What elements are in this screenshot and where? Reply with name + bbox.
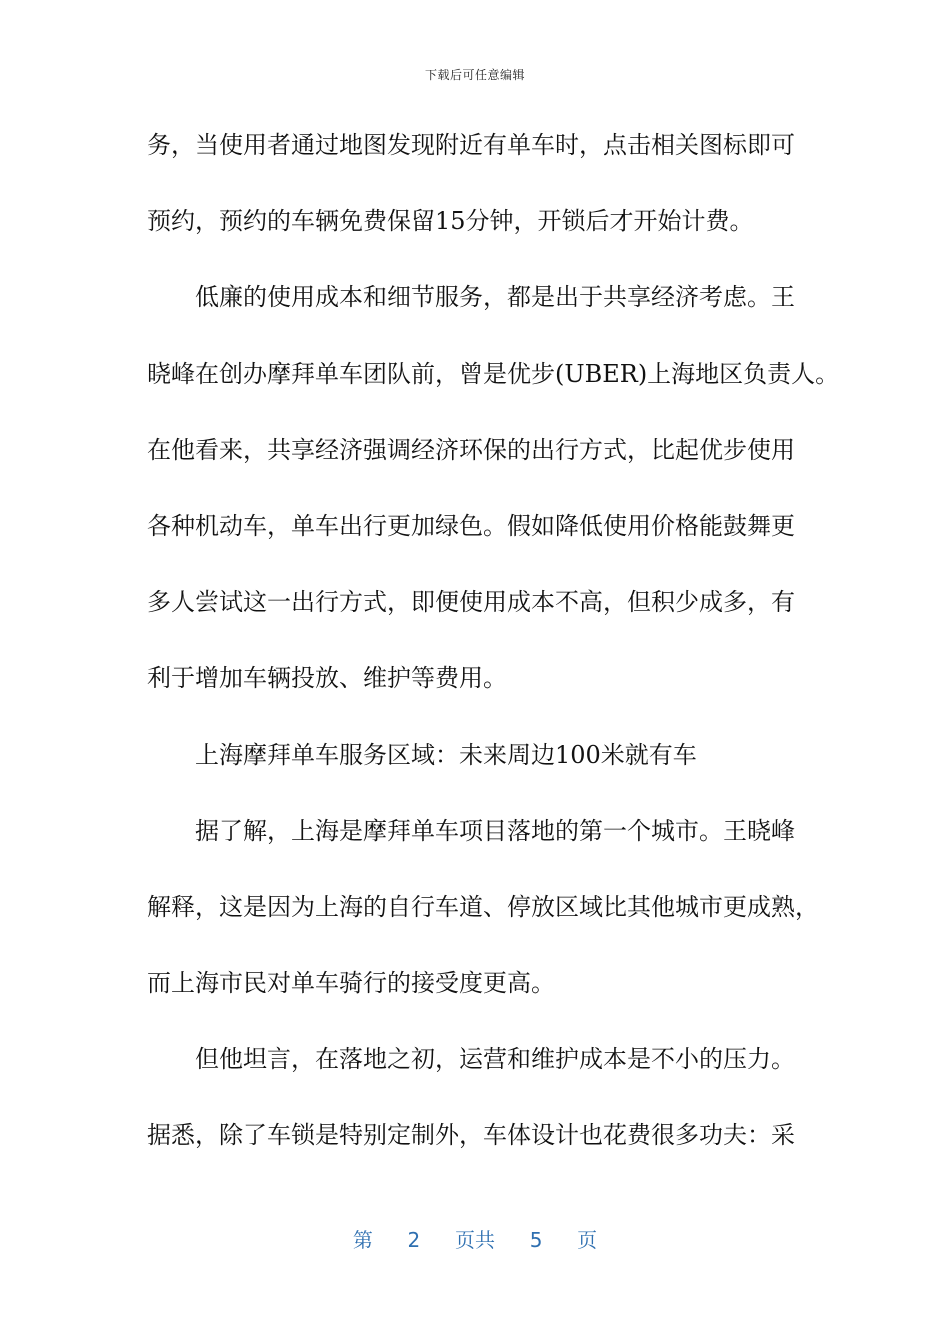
current-page-number: 2 (407, 1228, 421, 1252)
text-line: 而上海市民对单车骑行的接受度更高。 (147, 969, 555, 998)
page-number-footer (0, 1224, 950, 1253)
text-line: 低廉的使用成本和细节服务，都是出于共享经济考虑。王 (195, 283, 795, 312)
page-label-suffix: 页 (577, 1228, 598, 1252)
total-pages-number: 5 (529, 1228, 543, 1252)
text-line: 利于增加车辆投放、维护等费用。 (147, 664, 507, 693)
text-line: 据了解，上海是摩拜单车项目落地的第一个城市。王晓峰 (195, 816, 795, 845)
page-label-prefix: 第 (352, 1228, 373, 1252)
text-line: 解释，这是因为上海的自行车道、停放区域比其他城市更成熟， (147, 892, 819, 921)
text-line: 据悉，除了车锁是特别定制外，车体设计也花费很多功夫：采 (147, 1121, 795, 1150)
text-line: 预约，预约的车辆免费保留15分钟，开锁后才开始计费。 (147, 207, 754, 236)
page-header: 下载后可任意编辑 (424, 68, 525, 82)
text-line: 各种机动车，单车出行更加绿色。假如降低使用价格能鼓舞更 (147, 511, 795, 540)
text-line: 多人尝试这一出行方式，即便使用成本不高，但积少成多，有 (147, 588, 795, 617)
text-line: 务，当使用者通过地图发现附近有单车时，点击相关图标即可 (147, 131, 795, 159)
page-label-middle: 页共 (455, 1228, 495, 1252)
text-line: 晓峰在创办摩拜单车团队前，曾是优步(UBER)上海地区负责人。 (147, 359, 840, 388)
document-body (147, 123, 840, 1190)
text-line: 但他坦言，在落地之初，运营和维护成本是不小的压力。 (195, 1045, 795, 1074)
section-heading: 上海摩拜单车服务区域：未来周边100米就有车 (195, 740, 697, 769)
text-line: 在他看来，共享经济强调经济环保的出行方式，比起优步使用 (147, 435, 795, 464)
